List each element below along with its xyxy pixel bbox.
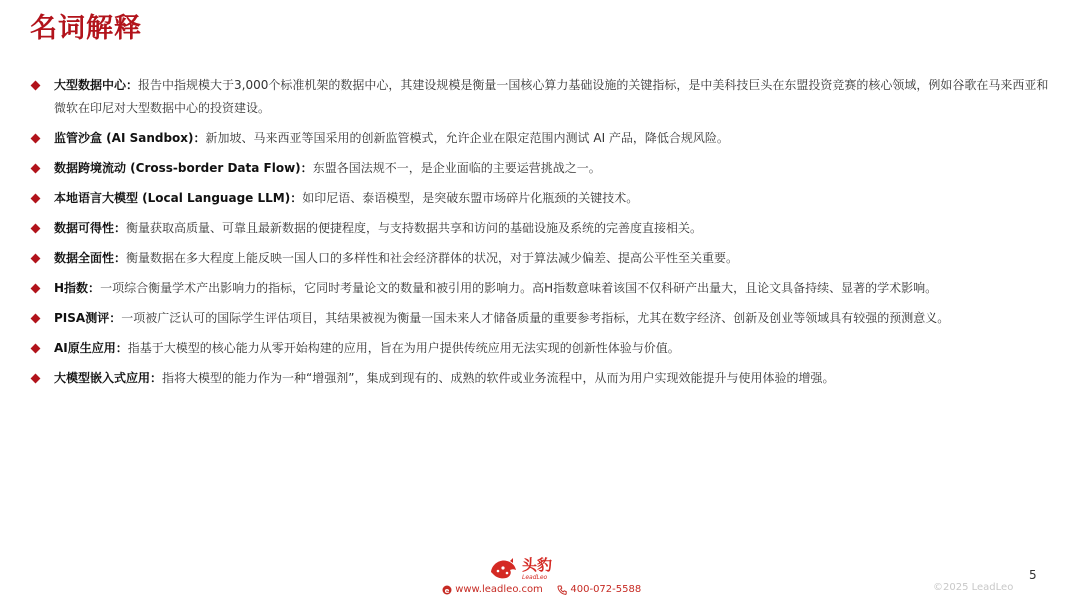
website-link[interactable]: www.leadleo.com — [455, 584, 543, 595]
diamond-bullet-icon — [31, 314, 41, 324]
glossary-definition: 衡量数据在多大程度上能反映一国人口的多样性和社会经济群体的状况，对于算法减少偏差、提高公平性至关重要。 — [126, 251, 739, 265]
diamond-bullet-icon — [31, 254, 41, 264]
term-separator: ： — [114, 221, 127, 235]
glossary-term: 数据跨境流动 (Cross-border Data Flow) — [54, 161, 301, 175]
glossary-term: PISA测评 — [54, 311, 110, 325]
diamond-bullet-icon — [31, 164, 41, 174]
glossary-item — [30, 74, 1060, 120]
glossary-item — [30, 367, 1060, 390]
glossary-item — [30, 337, 1060, 360]
term-separator: ： — [88, 281, 101, 295]
glossary-definition: 新加坡、马来西亚等国采用的创新监管模式，允许企业在限定范围内测试 AI 产品，降低合规风险。 — [205, 131, 729, 145]
term-separator: ： — [290, 191, 303, 205]
term-separator: ： — [115, 341, 128, 355]
glossary-definition: 报告中指规模大于3,000个标准机架的数据中心，其建设规模是衡量一国核心算力基础设施的关键指标，是中美科技巨头在东盟投资竞赛的核心领域，例如谷歌在马来西亚和微软在印尼对大型数据中心的投资建设。 — [54, 78, 1049, 115]
leopard-logo-icon — [488, 556, 520, 582]
glossary-item — [30, 307, 1060, 330]
page-title: 名词解释 — [30, 13, 142, 44]
glossary-term: 大模型嵌入式应用 — [54, 371, 151, 385]
copyright-text: ©2025 LeadLeo — [933, 582, 1014, 593]
glossary-item — [30, 157, 1060, 180]
term-separator: ： — [109, 311, 122, 325]
glossary-definition: 一项被广泛认可的国际学生评估项目，其结果被视为衡量一国未来人才储备质量的重要参考指标，尤其在数字经济、创新及创业等领域具有较强的预测意义。 — [121, 311, 950, 325]
diamond-bullet-icon — [31, 344, 41, 354]
leadleo-logo — [488, 556, 553, 584]
glossary-item — [30, 217, 1060, 240]
diamond-bullet-icon — [31, 284, 41, 294]
glossary-term: AI原生应用 — [54, 341, 116, 355]
glossary-term: 数据可得性 — [54, 221, 115, 235]
logo-chinese-text: 头豹 — [522, 556, 553, 574]
glossary-definition: 如印尼语、泰语模型，是突破东盟市场碎片化瓶颈的关键技术。 — [302, 191, 639, 205]
glossary-term: 数据全面性 — [54, 251, 115, 265]
phone-icon — [557, 585, 567, 595]
glossary-list — [30, 74, 1060, 397]
glossary-term: 监管沙盒 (AI Sandbox) — [54, 131, 194, 145]
glossary-item — [30, 187, 1060, 210]
diamond-bullet-icon — [31, 224, 41, 234]
page-number: 5 — [1029, 568, 1037, 582]
svg-text:e: e — [444, 586, 450, 595]
diamond-bullet-icon — [31, 81, 41, 91]
term-separator: ： — [126, 78, 139, 92]
diamond-bullet-icon — [31, 194, 41, 204]
term-separator: ： — [150, 371, 163, 385]
term-separator: ： — [300, 161, 313, 175]
glossary-definition: 指基于大模型的核心能力从零开始构建的应用，旨在为用户提供传统应用无法实现的创新性体验与价值。 — [127, 341, 680, 355]
diamond-bullet-icon — [31, 134, 41, 144]
glossary-term: 大型数据中心 — [54, 78, 127, 92]
glossary-definition: 衡量获取高质量、可靠且最新数据的便捷程度，与支持数据共享和访问的基础设施及系统的完善度直接相关。 — [126, 221, 703, 235]
glossary-item — [30, 277, 1060, 300]
glossary-item — [30, 247, 1060, 270]
globe-icon — [442, 585, 452, 595]
term-separator: ： — [193, 131, 206, 145]
glossary-definition: 东盟各国法规不一，是企业面临的主要运营挑战之一。 — [312, 161, 601, 175]
term-separator: ： — [114, 251, 127, 265]
footer-contacts — [442, 584, 641, 598]
diamond-bullet-icon — [31, 374, 41, 384]
phone-number[interactable]: 400-072-5588 — [570, 584, 642, 595]
glossary-definition: 指将大模型的能力作为一种“增强剂”，集成到现有的、成熟的软件或业务流程中，从而为用户实现效能提升与使用体验的增强。 — [162, 371, 835, 385]
glossary-term: 本地语言大模型 (Local Language LLM) — [54, 191, 291, 205]
glossary-item — [30, 127, 1060, 150]
glossary-term: H指数 — [54, 281, 89, 295]
logo-english-text: LeadLeo — [522, 574, 548, 581]
glossary-definition: 一项综合衡量学术产出影响力的指标，它同时考量论文的数量和被引用的影响力。高H指数意味着该国不仅科研产出量大，且论文具备持续、显著的学术影响。 — [100, 281, 938, 295]
